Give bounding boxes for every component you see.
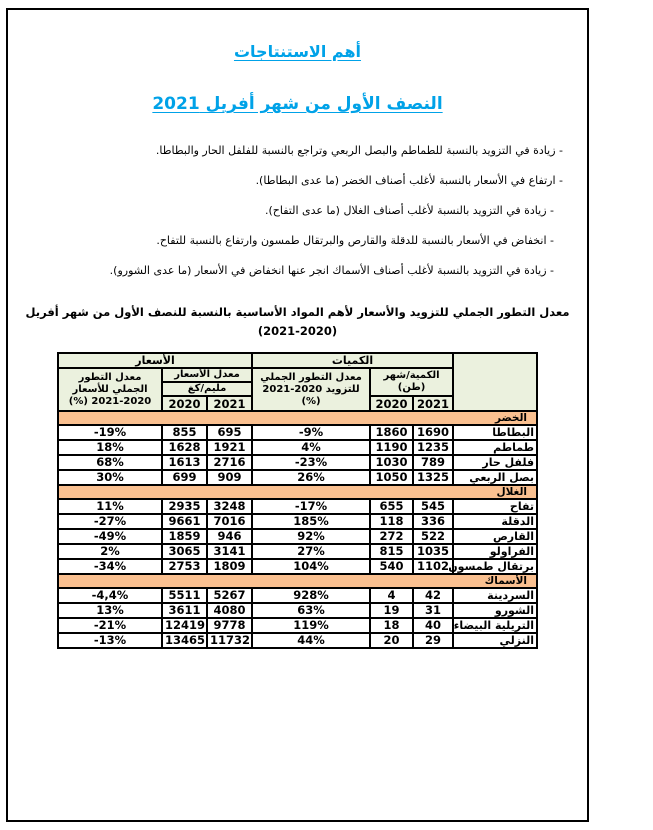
qty-2021-value: 42 xyxy=(413,588,453,603)
price-2021-value: 9778 xyxy=(207,618,252,633)
price-2021-value: 5267 xyxy=(207,588,252,603)
item-name: برتقال طمسون xyxy=(453,559,537,574)
qty-2021-value: 31 xyxy=(413,603,453,618)
price-2021-value: 3141 xyxy=(207,544,252,559)
price-change-value: -21% xyxy=(58,618,162,633)
price-avg-header: معدل الأسعار xyxy=(162,368,252,382)
table-caption-line1: معدل التطور الجملي للتزويد والأسعار لأهم المواد الأساسية بالنسبة للنصف الأول من شهر أفريل xyxy=(25,305,570,319)
price-2020-value: 5511 xyxy=(162,588,207,603)
price-unit-header: مليم/كغ xyxy=(162,382,252,396)
item-name: الفراولو xyxy=(453,544,537,559)
list-item: - زيادة في التزويد بالنسبة لأغلب أصناف الغلال (ما عدى التفاح). xyxy=(264,204,554,217)
price-supply-table xyxy=(57,352,538,649)
qty-2020-value: 1030 xyxy=(370,455,413,470)
price-2020-value: 9661 xyxy=(162,514,207,529)
price-2021-value: 4080 xyxy=(207,603,252,618)
supply-change-value: 27% xyxy=(252,544,370,559)
qty-2021-value: 522 xyxy=(413,529,453,544)
table-row xyxy=(58,633,537,648)
price-change-value: 13% xyxy=(58,603,162,618)
section-row xyxy=(58,485,537,499)
section-row xyxy=(58,411,537,425)
qty-2020-header: 2020 xyxy=(370,396,413,411)
qty-2021-value: 29 xyxy=(413,633,453,648)
table-row xyxy=(58,603,537,618)
page-title: أهم الاستنتاجات xyxy=(233,42,362,61)
list-item: - ارتفاع في الأسعار بالنسبة لأغلب أصناف الخضر (ما عدى البطاطا). xyxy=(255,174,563,187)
section-title: الغلال xyxy=(58,485,537,499)
price-2020-value: 2935 xyxy=(162,499,207,514)
qty-2020-value: 20 xyxy=(370,633,413,648)
table-header xyxy=(58,353,537,411)
supply-change-value: 44% xyxy=(252,633,370,648)
qty-2021-value: 1035 xyxy=(413,544,453,559)
qty-2020-value: 19 xyxy=(370,603,413,618)
qty-2021-value: 1102 xyxy=(413,559,453,574)
qty-2021-value: 789 xyxy=(413,455,453,470)
supply-change-header: معدل التطور الجملي للتزويد 2020-2021 (%) xyxy=(252,368,370,411)
qty-2020-value: 118 xyxy=(370,514,413,529)
price-change-value: -27% xyxy=(58,514,162,529)
table-row xyxy=(58,455,537,470)
price-2021-value: 2716 xyxy=(207,455,252,470)
table-row xyxy=(58,440,537,455)
item-name: فلفل حار xyxy=(453,455,537,470)
item-column-header xyxy=(453,353,537,411)
price-change-value: 30% xyxy=(58,470,162,485)
price-2020-value: 1859 xyxy=(162,529,207,544)
price-change-value: -34% xyxy=(58,559,162,574)
price-2020-value: 1628 xyxy=(162,440,207,455)
table-caption-line2: (2021-2020) xyxy=(257,324,338,338)
price-2020-value: 12419 xyxy=(162,618,207,633)
price-change-value: -13% xyxy=(58,633,162,648)
table-row xyxy=(58,514,537,529)
price-2021-value: 1809 xyxy=(207,559,252,574)
conclusions-list xyxy=(54,144,563,277)
supply-change-value: 185% xyxy=(252,514,370,529)
table-caption xyxy=(8,303,587,341)
price-2021-value: 1921 xyxy=(207,440,252,455)
item-name: التريلية البيضاء xyxy=(453,618,537,633)
supply-change-value: 63% xyxy=(252,603,370,618)
qty-2020-value: 1860 xyxy=(370,425,413,440)
qty-2020-value: 272 xyxy=(370,529,413,544)
table-row xyxy=(58,559,537,574)
qty-2020-value: 815 xyxy=(370,544,413,559)
price-2020-value: 2753 xyxy=(162,559,207,574)
page-subtitle: النصف الأول من شهر أفريل 2021 xyxy=(152,94,443,114)
table-row xyxy=(58,618,537,633)
section-title: الأسماك xyxy=(58,574,537,588)
price-change-value: 68% xyxy=(58,455,162,470)
price-2020-value: 13465 xyxy=(162,633,207,648)
price-2021-value: 909 xyxy=(207,470,252,485)
price-2021-header: 2021 xyxy=(207,396,252,411)
price-2021-value: 7016 xyxy=(207,514,252,529)
table-row xyxy=(58,499,537,514)
qty-2021-value: 1235 xyxy=(413,440,453,455)
item-name: طماطم xyxy=(453,440,537,455)
table-body xyxy=(58,411,537,648)
table-row xyxy=(58,588,537,603)
price-change-header: معدل التطور الجملي للأسعار 2020-2021 (%) xyxy=(58,368,162,411)
price-change-value: -4,4% xyxy=(58,588,162,603)
table-row xyxy=(58,470,537,485)
price-2021-value: 3248 xyxy=(207,499,252,514)
list-item: - زيادة في التزويد بالنسبة لأغلب أصناف الأسماك انجر عنها انخفاض في الأسعار (ما عدى الشورو). xyxy=(109,264,554,277)
price-2021-value: 946 xyxy=(207,529,252,544)
qty-2021-value: 40 xyxy=(413,618,453,633)
list-item: - انخفاض في الأسعار بالنسبة للدقلة والقارص والبرتقال طمسون وارتفاع بالنسبة للتفاح. xyxy=(156,234,554,247)
price-2021-value: 11732 xyxy=(207,633,252,648)
item-name: الشورو xyxy=(453,603,537,618)
quantities-group-header: الكميات xyxy=(252,353,453,368)
price-2020-value: 699 xyxy=(162,470,207,485)
table-row xyxy=(58,544,537,559)
table-row xyxy=(58,529,537,544)
qty-2020-value: 1190 xyxy=(370,440,413,455)
price-change-value: 11% xyxy=(58,499,162,514)
qty-2020-value: 1050 xyxy=(370,470,413,485)
price-2020-value: 1613 xyxy=(162,455,207,470)
supply-change-value: -23% xyxy=(252,455,370,470)
supply-change-value: 119% xyxy=(252,618,370,633)
price-change-value: 2% xyxy=(58,544,162,559)
supply-change-value: -9% xyxy=(252,425,370,440)
supply-change-value: 92% xyxy=(252,529,370,544)
table-row xyxy=(58,425,537,440)
qty-2021-value: 545 xyxy=(413,499,453,514)
section-title: الخضر xyxy=(58,411,537,425)
price-2020-value: 3611 xyxy=(162,603,207,618)
supply-change-value: 928% xyxy=(252,588,370,603)
qty-2020-value: 540 xyxy=(370,559,413,574)
price-2020-header: 2020 xyxy=(162,396,207,411)
qty-2021-value: 1690 xyxy=(413,425,453,440)
item-name: البطاطا xyxy=(453,425,537,440)
document-page xyxy=(6,8,589,822)
item-name: السردينة xyxy=(453,588,537,603)
prices-group-header: الأسعار xyxy=(58,353,252,368)
price-2021-value: 695 xyxy=(207,425,252,440)
price-2020-value: 855 xyxy=(162,425,207,440)
qty-2020-value: 18 xyxy=(370,618,413,633)
list-item: - زيادة في التزويد بالنسبة للطماطم والبصل الربعي وتراجع بالنسبة للفلفل الحار والبطاطا. xyxy=(155,144,563,157)
section-row xyxy=(58,574,537,588)
price-change-value: -49% xyxy=(58,529,162,544)
item-name: الدقلة xyxy=(453,514,537,529)
supply-change-value: 4% xyxy=(252,440,370,455)
item-name: القارص xyxy=(453,529,537,544)
item-name: تفاح xyxy=(453,499,537,514)
qty-2020-value: 655 xyxy=(370,499,413,514)
qty-per-month-header: الكمية/شهر (طن) xyxy=(370,368,453,396)
price-change-value: -19% xyxy=(58,425,162,440)
supply-change-value: 26% xyxy=(252,470,370,485)
qty-2021-header: 2021 xyxy=(413,396,453,411)
qty-2021-value: 336 xyxy=(413,514,453,529)
item-name: بصل الربعي xyxy=(453,470,537,485)
price-change-value: 18% xyxy=(58,440,162,455)
supply-change-value: 104% xyxy=(252,559,370,574)
qty-2020-value: 4 xyxy=(370,588,413,603)
supply-change-value: -17% xyxy=(252,499,370,514)
price-2020-value: 3065 xyxy=(162,544,207,559)
qty-2021-value: 1325 xyxy=(413,470,453,485)
item-name: النزلي xyxy=(453,633,537,648)
